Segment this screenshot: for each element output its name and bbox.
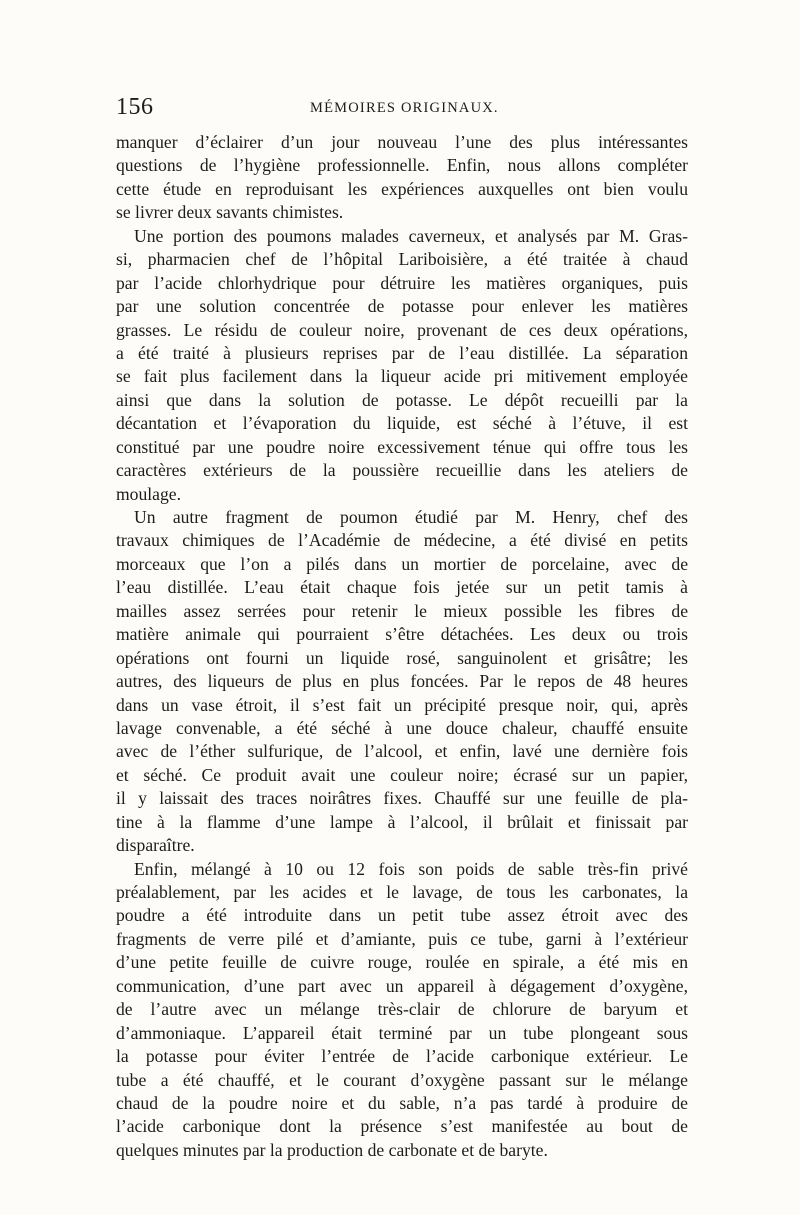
paragraph [116,858,688,1163]
text-line: tube a été chauffé, et le courant d’oxygène passant sur le mélange [116,1069,688,1090]
text-line: mailles assez serrées pour retenir le mieux possible les fibres de [116,600,688,621]
text-line: l’acide carbonique dont la présence s’est manifestée au bout de [116,1116,688,1137]
text-line: disparaître. [116,835,195,856]
text-line: si, pharmacien chef de l’hôpital Lariboisière, a été traitée à chaud [116,249,688,270]
text-line: se livrer deux savants chimistes. [116,202,344,223]
text-line: caractères extérieurs de la poussière recueillie dans les ateliers de [116,460,688,481]
text-line: quelques minutes par la production de carbonate et de baryte. [116,1139,548,1160]
text-line: Enfin, mélangé à 10 ou 12 fois son poids de sable très-fin privé [134,858,688,879]
text-line: Un autre fragment de poumon étudié par M. Henry, chef des [134,507,688,527]
text-line: se fait plus facilement dans la liqueur acide pri mitivement employée [116,366,688,387]
text-line: avec de l’éther sulfurique, de l’alcool, et enfin, lavé une dernière fois [116,741,688,762]
text-line: a été traité à plusieurs reprises par de l’eau distillée. La séparation [116,342,688,363]
text-line: et séché. Ce produit avait une couleur noire; écrasé sur un papier, [116,764,688,785]
page-number: 156 [116,94,154,120]
text-line: dans un vase étroit, il s’est fait un précipité presque noir, qui, après [116,694,688,715]
text-line: préalablement, par les acides et le lavage, de tous les carbonates, la [116,882,688,902]
text-line: moulage. [116,483,181,504]
running-title: MÉMOIRES ORIGINAUX. [310,100,499,116]
text-line: fragments de verre pilé et d’amiante, puis ce tube, garni à l’extérieur [116,928,688,949]
paragraph [116,131,688,225]
text-line: il y laissait des traces noirâtres fixes. Chauffé sur une feuille de pla- [116,788,688,809]
text-line: Une portion des poumons malades caverneux, et analysés par M. Gras- [134,225,688,246]
text-line: l’eau distillée. L’eau était chaque fois jetée sur un petit tamis à [116,577,688,598]
paragraph [116,225,688,506]
text-line: par l’acide chlorhydrique pour détruire les matières organiques, puis [116,272,688,293]
text-line: par une solution concentrée de potasse pour enlever les matières [116,296,688,317]
text-line: morceaux que l’on a pilés dans un mortier de porcelaine, avec de [116,553,688,574]
text-line: communication, d’une part avec un appareil à dégagement d’oxygène, [116,975,688,996]
text-line: tine à la flamme d’une lampe à l’alcool, il brûlait et finissait par [116,811,688,832]
text-line: lavage convenable, a été séché à une douce chaleur, chauffé ensuite [116,717,688,738]
text-line: poudre a été introduite dans un petit tube assez étroit avec des [116,905,688,926]
text-line: questions de l’hygiène professionnelle. Enfin, nous allons compléter [116,155,688,176]
text-line: opérations ont fourni un liquide rosé, sanguinolent et grisâtre; les [116,647,688,668]
text-line: grasses. Le résidu de couleur noire, provenant de ces deux opérations, [116,319,688,340]
text-line: d’ammoniaque. L’appareil était terminé par un tube plongeant sous [116,1022,688,1043]
text-line: manquer d’éclairer d’un jour nouveau l’une des plus intéressantes [116,132,688,152]
text-line: chaud de la poudre noire et du sable, n’a pas tardé à produire de [116,1092,688,1113]
page-header [116,94,686,124]
text-line: décantation et l’évaporation du liquide, est séché à l’étuve, il est [116,413,688,434]
text-line: matière animale qui pourraient s’être détachées. Les deux ou trois [116,624,688,645]
text-line: cette étude en reproduisant les expériences auxquelles ont bien voulu [116,178,688,199]
text-line: constitué par une poudre noire excessivement ténue qui offre tous les [116,436,688,457]
text-line: d’une petite feuille de cuivre rouge, roulée en spirale, a été mis en [116,952,688,973]
text-line: autres, des liqueurs de plus en plus foncées. Par le repos de 48 heures [116,671,688,692]
text-line: travaux chimiques de l’Académie de médecine, a été divisé en petits [116,530,688,551]
body-text [116,131,688,1162]
text-line: de l’autre avec un mélange très-clair de chlorure de baryum et [116,999,688,1020]
paragraph [116,506,688,858]
text-line: la potasse pour éviter l’entrée de l’acide carbonique extérieur. Le [116,1046,688,1067]
text-line: ainsi que dans la solution de potasse. Le dépôt recueilli par la [116,389,688,410]
